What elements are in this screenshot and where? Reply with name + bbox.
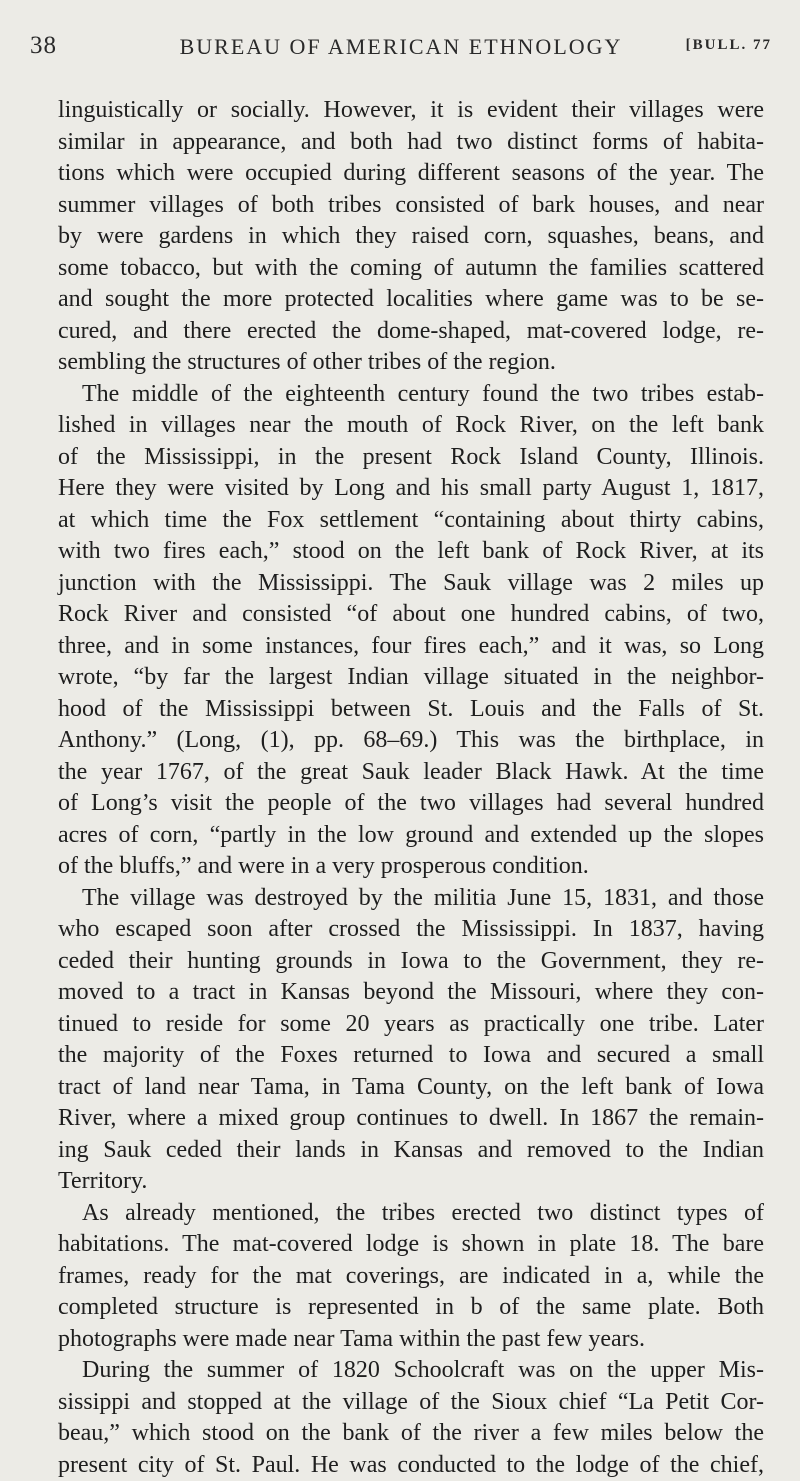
text-line: with two fires each,” stood on the left bank of Rock River, at its (58, 536, 764, 568)
text-line: hood of the Mississippi between St. Louis and the Falls of St. (58, 694, 764, 726)
text-line: of the bluffs,” and were in a very prosperous condition. (58, 851, 764, 883)
text-line: three, and in some instances, four fires each,” and it was, so Long (58, 631, 764, 663)
text-line: summer villages of both tribes consisted of bark houses, and near (58, 190, 764, 222)
text-line: River, where a mixed group continues to dwell. In 1867 the remain- (58, 1103, 764, 1135)
text-line: present city of St. Paul. He was conducted to the lodge of the chief, (58, 1450, 764, 1481)
text-line: photographs were made near Tama within the past few years. (58, 1324, 764, 1356)
running-head (30, 24, 772, 64)
text-line: similar in appearance, and both had two distinct forms of habita- (58, 127, 764, 159)
text-line: beau,” which stood on the bank of the river a few miles below the (58, 1418, 764, 1450)
bulletin-reference: [BULL. 77 (686, 37, 772, 54)
text-line: at which time the Fox settlement “containing about thirty cabins, (58, 505, 764, 537)
text-line: moved to a tract in Kansas beyond the Missouri, where they con- (58, 977, 764, 1009)
text-line: sembling the structures of other tribes of the region. (58, 347, 764, 379)
text-line: As already mentioned, the tribes erected two distinct types of (82, 1198, 764, 1230)
body-text (82, 95, 764, 1481)
page-number: 38 (30, 32, 57, 60)
text-line: lished in villages near the mouth of Rock River, on the left bank (58, 410, 764, 442)
text-line: acres of corn, “partly in the low ground and extended up the slopes (58, 820, 764, 852)
text-line: of the Mississippi, in the present Rock Island County, Illinois. (58, 442, 764, 474)
running-title: BUREAU OF AMERICAN ETHNOLOGY (30, 34, 772, 60)
text-line: Anthony.” (Long, (1), pp. 68–69.) This was the birthplace, in (58, 725, 764, 757)
text-line: tinued to reside for some 20 years as practically one tribe. Later (58, 1009, 764, 1041)
text-line: the majority of the Foxes returned to Iowa and secured a small (58, 1040, 764, 1072)
text-line: habitations. The mat-covered lodge is shown in plate 18. The bare (58, 1229, 764, 1261)
text-line: tract of land near Tama, in Tama County, on the left bank of Iowa (58, 1072, 764, 1104)
text-line: During the summer of 1820 Schoolcraft was on the upper Mis- (82, 1355, 764, 1387)
text-line: linguistically or socially. However, it is evident their villages were (58, 95, 764, 127)
text-line: Territory. (58, 1166, 764, 1198)
text-line: The village was destroyed by the militia June 15, 1831, and those (82, 883, 764, 915)
text-line: the year 1767, of the great Sauk leader Black Hawk. At the time (58, 757, 764, 789)
text-line: ceded their hunting grounds in Iowa to the Government, they re- (58, 946, 764, 978)
text-line: Here they were visited by Long and his small party August 1, 1817, (58, 473, 764, 505)
text-line: completed structure is represented in b of the same plate. Both (58, 1292, 764, 1324)
text-line: and sought the more protected localities where game was to be se- (58, 284, 764, 316)
text-line: cured, and there erected the dome-shaped, mat-covered lodge, re- (58, 316, 764, 348)
text-line: The middle of the eighteenth century found the two tribes estab- (82, 379, 764, 411)
text-line: some tobacco, but with the coming of autumn the families scattered (58, 253, 764, 285)
text-line: who escaped soon after crossed the Mississippi. In 1837, having (58, 914, 764, 946)
text-line: ing Sauk ceded their lands in Kansas and removed to the Indian (58, 1135, 764, 1167)
text-line: wrote, “by far the largest Indian village situated in the neighbor- (58, 662, 764, 694)
text-line: junction with the Mississippi. The Sauk village was 2 miles up (58, 568, 764, 600)
text-line: frames, ready for the mat coverings, are indicated in a, while the (58, 1261, 764, 1293)
text-line: tions which were occupied during different seasons of the year. The (58, 158, 764, 190)
text-line: of Long’s visit the people of the two villages had several hundred (58, 788, 764, 820)
text-line: by were gardens in which they raised corn, squashes, beans, and (58, 221, 764, 253)
text-line: Rock River and consisted “of about one hundred cabins, of two, (58, 599, 764, 631)
text-line: sissippi and stopped at the village of the Sioux chief “La Petit Cor- (58, 1387, 764, 1419)
